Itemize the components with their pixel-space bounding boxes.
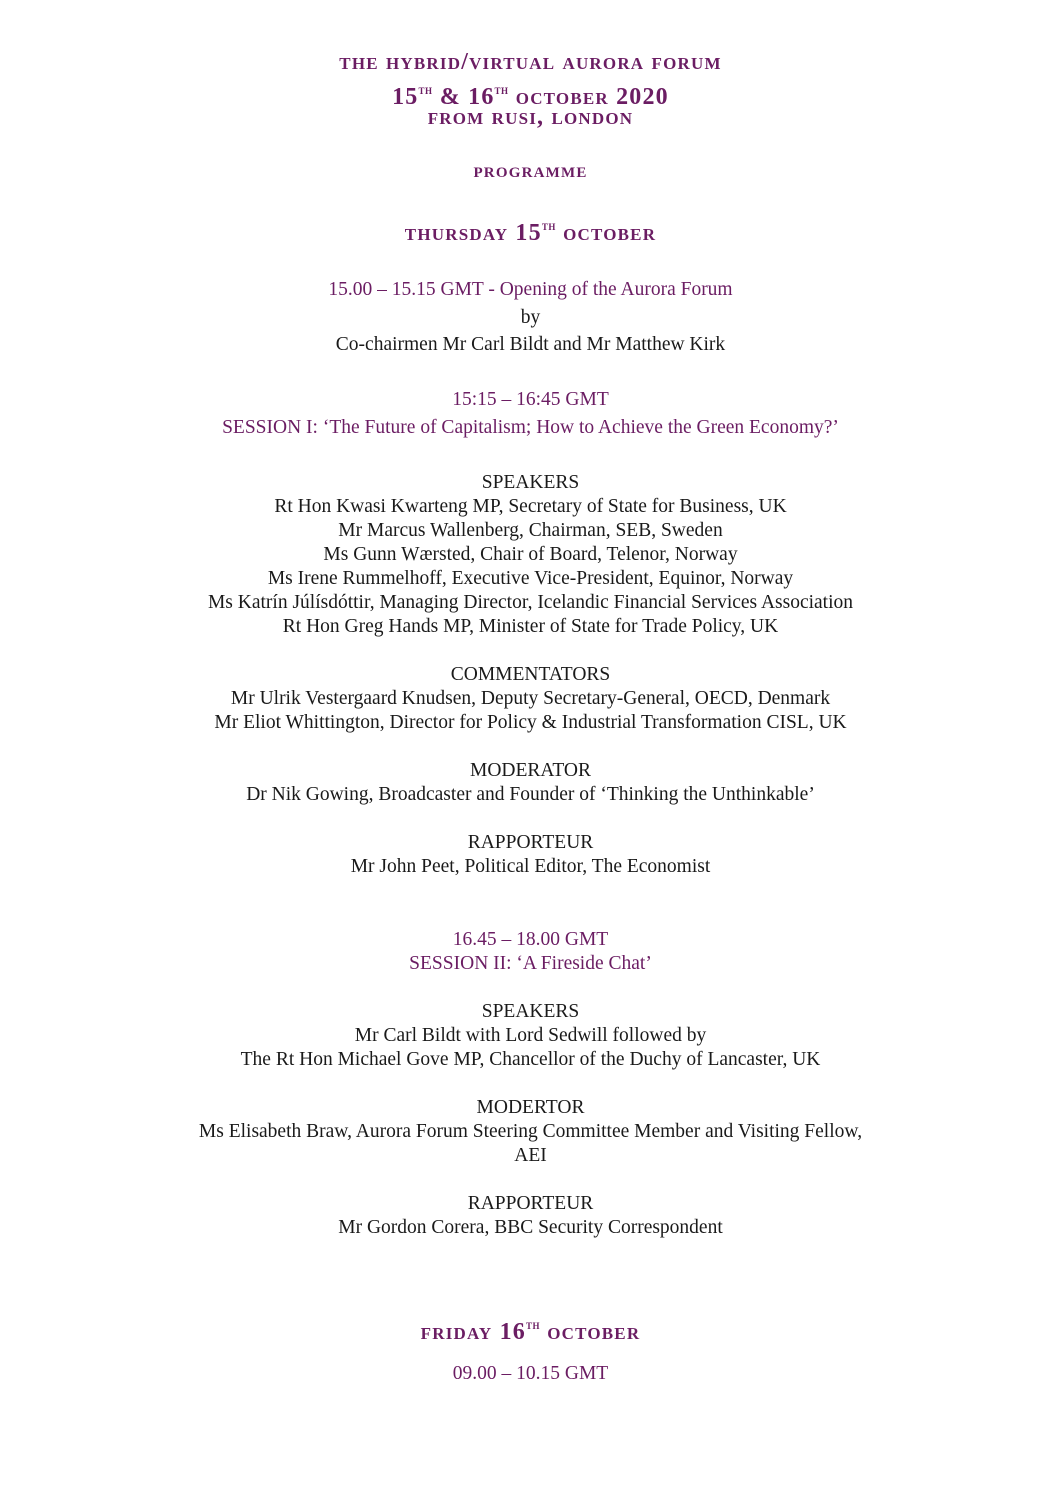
date-rest: october 2020 (515, 83, 669, 110)
session1-rapporteur: Mr John Peet, Political Editor, The Economist (350, 856, 711, 877)
session1-title: SESSION I: ‘The Future of Capitalism; How to Achieve the Green Economy?’ (222, 417, 839, 438)
session2-title: SESSION II: ‘A Fireside Chat’ (409, 953, 652, 974)
session2-speaker: Mr Carl Bildt with Lord Sedwill followed by (354, 1025, 707, 1046)
opening-by: by (520, 307, 541, 328)
session2-moderator-cont: AEI (514, 1145, 547, 1166)
forum-location: from rusi, london (427, 104, 634, 130)
session1-moderator: Dr Nik Gowing, Broadcaster and Founder of ‘Thinking the Unthinkable’ (246, 784, 815, 805)
friday-first-time: 09.00 – 10.15 GMT (452, 1363, 609, 1384)
session2-rapporteur: Mr Gordon Corera, BBC Security Correspondent (338, 1217, 723, 1238)
date-2: 16 (468, 83, 495, 110)
forum-title: the hybrid/virtual aurora forum (339, 49, 722, 75)
friday-heading-post: october (547, 1318, 641, 1345)
session1-rapporteur-label: RAPPORTEUR (467, 832, 594, 853)
friday-heading (0, 1313, 1061, 1344)
session1-commentator: Mr Eliot Whittington, Director for Policy & Industrial Transformation CISL, UK (214, 712, 847, 733)
session2-speaker: The Rt Hon Michael Gove MP, Chancellor of the Duchy of Lancaster, UK (240, 1049, 821, 1070)
date-amp: & (439, 83, 461, 110)
session2-moderator-label: MODERTOR (476, 1097, 585, 1118)
thursday-heading-suffix: th (541, 218, 556, 233)
session1-speaker: Ms Katrín Júlísdóttir, Managing Director, Icelandic Financial Services Association (207, 592, 854, 613)
thursday-heading (0, 214, 1061, 245)
session2-time: 16.45 – 18.00 GMT (452, 929, 609, 950)
session1-speaker: Rt Hon Greg Hands MP, Minister of State for Trade Policy, UK (282, 616, 779, 637)
thursday-heading-pre: thursday 15 (404, 219, 542, 246)
session1-speaker: Ms Gunn Wærsted, Chair of Board, Telenor, Norway (323, 544, 738, 565)
opening-time-title: 15.00 – 15.15 GMT - Opening of the Aurora Forum (328, 279, 733, 300)
session1-speakers-label: SPEAKERS (481, 472, 580, 493)
session2-moderator: Ms Elisabeth Braw, Aurora Forum Steering Committee Member and Visiting Fellow, (198, 1121, 863, 1142)
friday-heading-suffix: th (526, 1317, 541, 1332)
session1-commentators-label: COMMENTATORS (450, 664, 611, 685)
opening-chairs: Co-chairmen Mr Carl Bildt and Mr Matthew Kirk (335, 334, 726, 355)
session1-speaker: Ms Irene Rummelhoff, Executive Vice-President, Equinor, Norway (267, 568, 794, 589)
session1-commentator: Mr Ulrik Vestergaard Knudsen, Deputy Secretary-General, OECD, Denmark (230, 688, 831, 709)
friday-heading-pre: friday 16 (420, 1318, 526, 1345)
date-1: 15 (392, 83, 419, 110)
session2-rapporteur-label: RAPPORTEUR (467, 1193, 594, 1214)
date-2-suffix: th (494, 82, 509, 97)
programme-heading: programme (473, 157, 588, 182)
session2-speakers-label: SPEAKERS (481, 1001, 580, 1022)
date-1-suffix: th (418, 82, 433, 97)
session1-speaker: Rt Hon Kwasi Kwarteng MP, Secretary of State for Business, UK (274, 496, 787, 517)
session1-moderator-label: MODERATOR (470, 760, 591, 781)
session1-time: 15:15 – 16:45 GMT (452, 389, 609, 410)
session1-speaker: Mr Marcus Wallenberg, Chairman, SEB, Sweden (338, 520, 723, 541)
thursday-heading-post: october (563, 219, 657, 246)
